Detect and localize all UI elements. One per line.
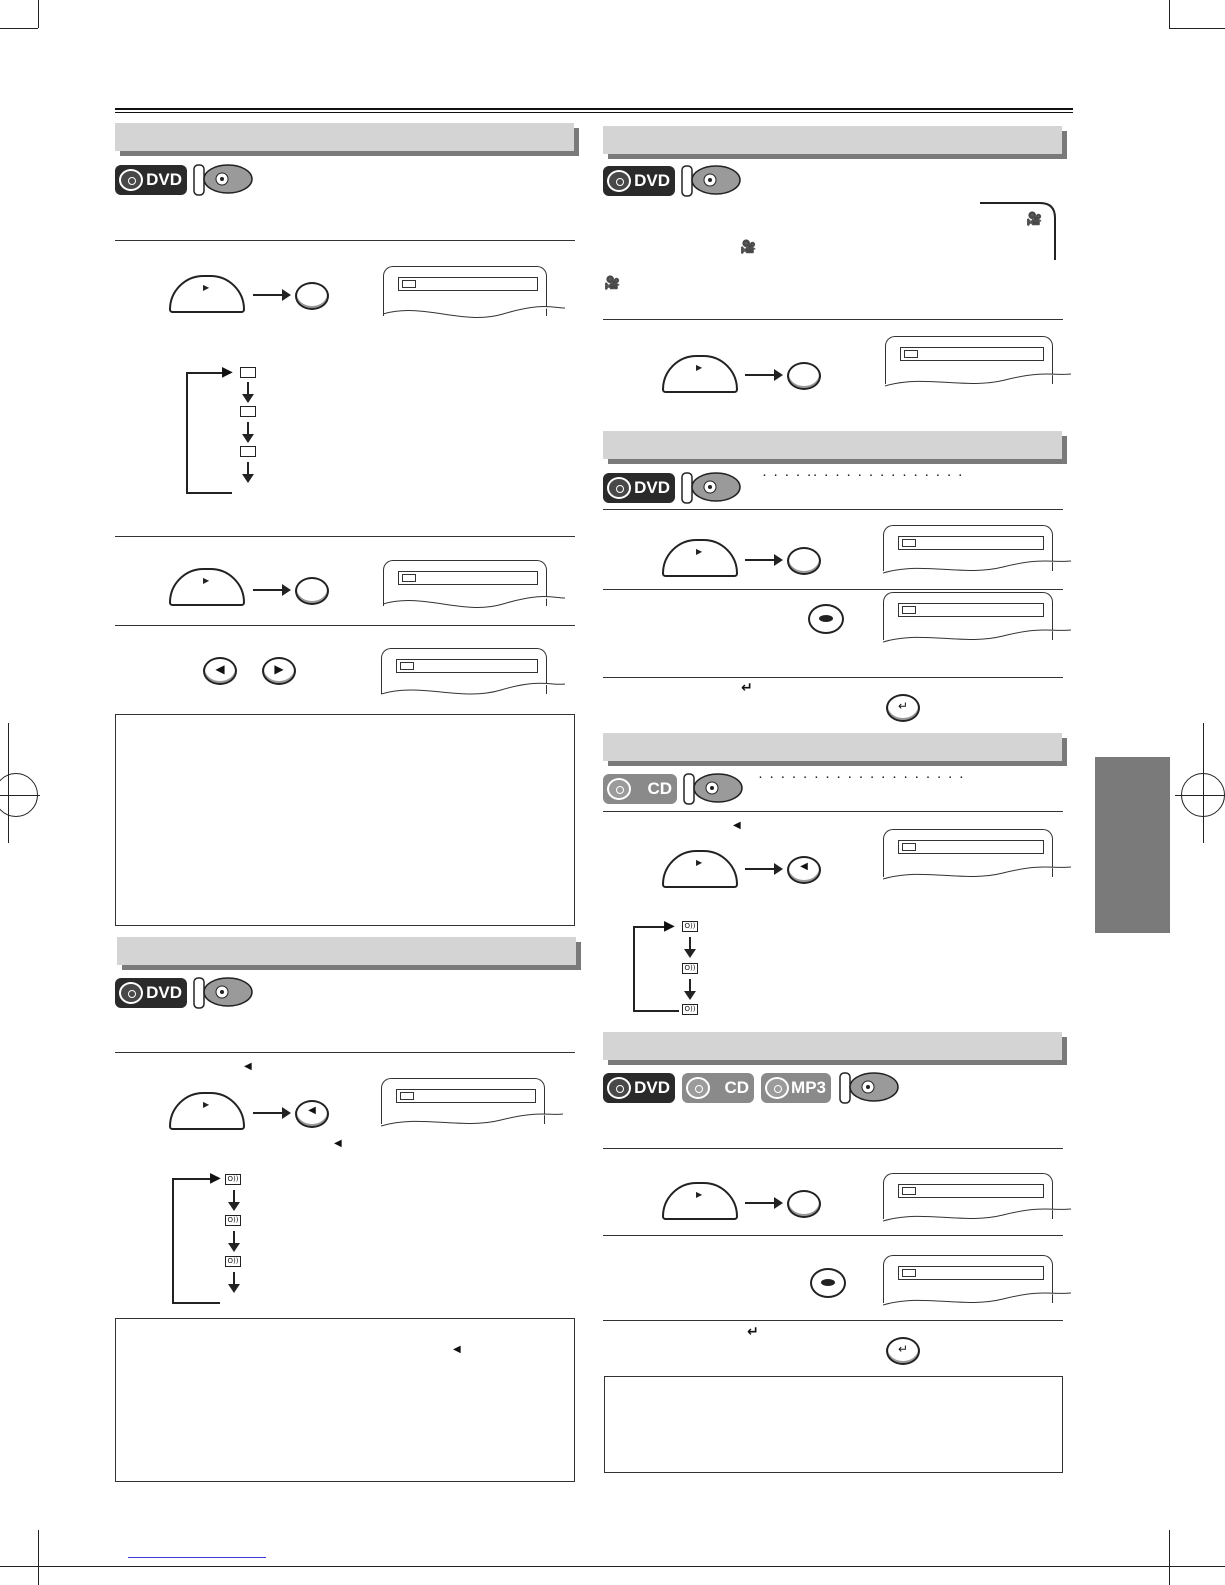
step-arrow [745, 559, 781, 561]
cycle-bracket [186, 492, 232, 494]
badge-label: DVD [146, 983, 182, 1002]
screen-wave [883, 626, 1071, 650]
cycle-bracket [172, 1302, 220, 1304]
screen-wave [381, 680, 565, 704]
screen-wave [883, 557, 1071, 581]
osd-bar [898, 1184, 1044, 1198]
osd-icon [902, 843, 916, 851]
footer-link[interactable] [128, 1557, 266, 1558]
remote-control-icon [192, 163, 254, 197]
enter-icon: ↵ [747, 1324, 759, 1340]
step-arrow [745, 374, 781, 376]
tv-screen-display [883, 592, 1053, 640]
side-section-tab [1095, 757, 1170, 933]
audio-mode-icon: O)) [682, 921, 698, 932]
osd-bar [900, 347, 1044, 361]
play-button[interactable] [662, 1182, 738, 1220]
screen-wave [383, 592, 565, 616]
section-divider [603, 677, 1063, 678]
audio-button[interactable] [787, 856, 821, 884]
remote-button[interactable] [295, 577, 329, 605]
section-divider [603, 1148, 1063, 1149]
play-button[interactable] [169, 275, 245, 313]
badge-label: DVD [634, 1078, 670, 1097]
speaker-icon: ◀ [308, 1105, 316, 1116]
remote-button[interactable] [787, 362, 821, 390]
display-mode-icon [240, 367, 256, 378]
disc-icon [607, 778, 631, 800]
crop-mark [38, 1530, 39, 1585]
badge-label: CD [724, 1078, 749, 1097]
section-header-bar [603, 1032, 1062, 1060]
disc-icon [119, 169, 143, 191]
disc-icon [607, 1077, 631, 1099]
tv-screen-display [883, 525, 1053, 571]
play-button[interactable] [662, 850, 738, 888]
section-divider [603, 509, 1063, 510]
select-button[interactable] [810, 1268, 846, 1298]
down-arrow [247, 462, 249, 480]
tv-screen-display [883, 1173, 1053, 1219]
dvd-badge [603, 473, 675, 503]
audio-mode-icon: O)) [682, 963, 698, 974]
registration-mark [1203, 723, 1204, 843]
screen-wave [381, 1110, 563, 1134]
section-lead-text: · · · · · · · · · · · · · · · · · · · [758, 768, 965, 785]
disc-icon [607, 170, 631, 192]
tv-screen-display [885, 336, 1053, 384]
note-box [604, 1376, 1063, 1473]
screen-wave [883, 1289, 1071, 1313]
dvd-badge [603, 1073, 675, 1103]
remote-control-icon [680, 471, 742, 505]
screen-wave [883, 1205, 1071, 1229]
crop-mark [0, 28, 38, 29]
down-arrow [233, 1231, 235, 1249]
section-divider [603, 811, 1063, 812]
crop-mark [38, 0, 39, 28]
audio-mode-icon: O)) [225, 1256, 241, 1267]
screen-wave [383, 302, 565, 326]
section-header-bar [117, 937, 576, 965]
page-top-rule [115, 112, 1073, 113]
speaker-icon: ◀ [733, 820, 741, 831]
osd-icon [402, 574, 416, 582]
osd-bar [898, 840, 1044, 854]
down-arrow [689, 979, 691, 997]
crop-mark [0, 1566, 1225, 1567]
osd-bar [398, 571, 538, 585]
step-arrow [253, 1112, 289, 1114]
screen-wave [885, 370, 1071, 394]
tv-screen-display [381, 648, 547, 694]
osd-bar [396, 659, 538, 673]
tv-screen-display [883, 1255, 1053, 1303]
osd-bar [898, 536, 1044, 550]
remote-button[interactable] [787, 547, 821, 575]
section-divider [115, 1052, 575, 1053]
down-arrow [233, 1190, 235, 1208]
crop-mark [1169, 0, 1170, 28]
down-arrow [247, 382, 249, 400]
remote-control-icon [680, 164, 742, 198]
section-header-bar [603, 431, 1062, 459]
section-divider [115, 625, 575, 626]
cycle-bracket [186, 372, 188, 494]
tv-screen-display [383, 266, 547, 316]
play-button[interactable] [662, 355, 738, 393]
section-divider [115, 536, 575, 537]
osd-icon [400, 1092, 414, 1100]
camera-icon: 🎥 [604, 276, 621, 291]
down-arrow [689, 937, 691, 955]
osd-icon [902, 539, 916, 547]
down-arrow [247, 422, 249, 440]
remote-button[interactable] [295, 282, 329, 310]
speaker-icon: ◀ [334, 1138, 342, 1149]
enter-button[interactable] [886, 1337, 920, 1365]
play-button[interactable] [169, 568, 245, 606]
badge-label: CD [647, 779, 672, 798]
screen-wave [883, 863, 1071, 887]
select-button[interactable] [808, 604, 844, 634]
section-divider [603, 1235, 1063, 1236]
badge-label: DVD [634, 171, 670, 190]
osd-bar [398, 277, 538, 291]
disc-icon [686, 1077, 710, 1099]
remote-control-icon [838, 1071, 900, 1105]
tv-screen-display [883, 829, 1053, 877]
cd-badge [682, 1073, 754, 1103]
badge-label: MP3 [791, 1078, 826, 1097]
callout-corner [980, 200, 1060, 262]
step-arrow [253, 589, 289, 591]
left-arrow-button[interactable] [203, 657, 237, 685]
section-header-bar [603, 733, 1062, 761]
remote-control-icon [192, 976, 254, 1010]
down-arrow [233, 1272, 235, 1290]
disc-icon [119, 982, 143, 1004]
step-arrow [745, 868, 781, 870]
speaker-icon: ◀ [453, 1344, 461, 1355]
badge-label: DVD [634, 478, 670, 497]
cycle-arrow-head: ▶ [210, 1170, 221, 1186]
section-lead-text: · · · · ·· · · · · · · · · · · · · · [762, 466, 964, 483]
cycle-bracket [172, 1178, 174, 1304]
remote-button[interactable] [787, 1190, 821, 1218]
osd-icon [402, 280, 416, 288]
right-arrow-button[interactable] [262, 657, 296, 685]
osd-bar [898, 1266, 1044, 1280]
osd-bar [396, 1089, 536, 1103]
osd-icon [400, 662, 414, 670]
display-mode-icon [240, 446, 256, 457]
badge-label: DVD [146, 170, 182, 189]
camera-icon: 🎥 [1026, 212, 1043, 227]
cd-badge [603, 774, 677, 804]
speaker-icon: ◀ [244, 1061, 252, 1072]
cycle-arrow-head: ▶ [222, 364, 233, 380]
section-divider [603, 1320, 1063, 1321]
cycle-bracket [633, 926, 635, 1012]
enter-icon: ↵ [897, 1342, 909, 1356]
audio-mode-icon: O)) [682, 1004, 698, 1015]
enter-icon: ↵ [741, 680, 753, 696]
step-arrow [745, 1202, 781, 1204]
audio-mode-icon: O)) [225, 1215, 241, 1226]
crop-mark [1169, 1530, 1170, 1585]
play-button[interactable] [169, 1092, 245, 1130]
audio-mode-icon: O)) [225, 1174, 241, 1185]
audio-button[interactable] [295, 1100, 329, 1128]
registration-mark [8, 723, 9, 843]
dvd-badge [115, 165, 187, 195]
crop-mark [1169, 28, 1225, 29]
page-top-rule [115, 108, 1073, 110]
note-box [115, 1318, 575, 1482]
disc-icon [765, 1077, 789, 1099]
speaker-icon: ◀ [800, 861, 808, 872]
enter-button[interactable] [886, 694, 920, 722]
display-mode-icon [240, 406, 256, 417]
note-box [115, 714, 575, 926]
cycle-bracket [633, 1010, 679, 1012]
registration-mark [1175, 795, 1225, 796]
section-header-bar [115, 123, 574, 151]
mp3-badge [761, 1073, 831, 1103]
osd-bar [898, 603, 1044, 617]
registration-mark [0, 795, 40, 796]
enter-icon: ↵ [897, 699, 909, 713]
section-divider [603, 589, 1063, 590]
left-arrow-icon: ◀ [215, 662, 225, 676]
osd-icon [904, 350, 918, 358]
osd-icon [902, 606, 916, 614]
osd-icon [902, 1187, 916, 1195]
right-arrow-icon: ▶ [274, 662, 284, 676]
osd-icon [902, 1269, 916, 1277]
remote-control-icon [682, 772, 744, 806]
section-divider [115, 240, 575, 241]
dvd-badge [115, 978, 187, 1008]
play-button[interactable] [662, 539, 738, 577]
disc-icon [607, 477, 631, 499]
tv-screen-display [383, 560, 547, 606]
cycle-arrow-head: ▶ [664, 918, 675, 934]
dvd-badge [603, 166, 675, 196]
section-divider [603, 319, 1063, 320]
camera-icon: 🎥 [740, 240, 757, 255]
section-header-bar [603, 126, 1062, 154]
tv-screen-display [381, 1078, 545, 1124]
step-arrow [253, 294, 289, 296]
